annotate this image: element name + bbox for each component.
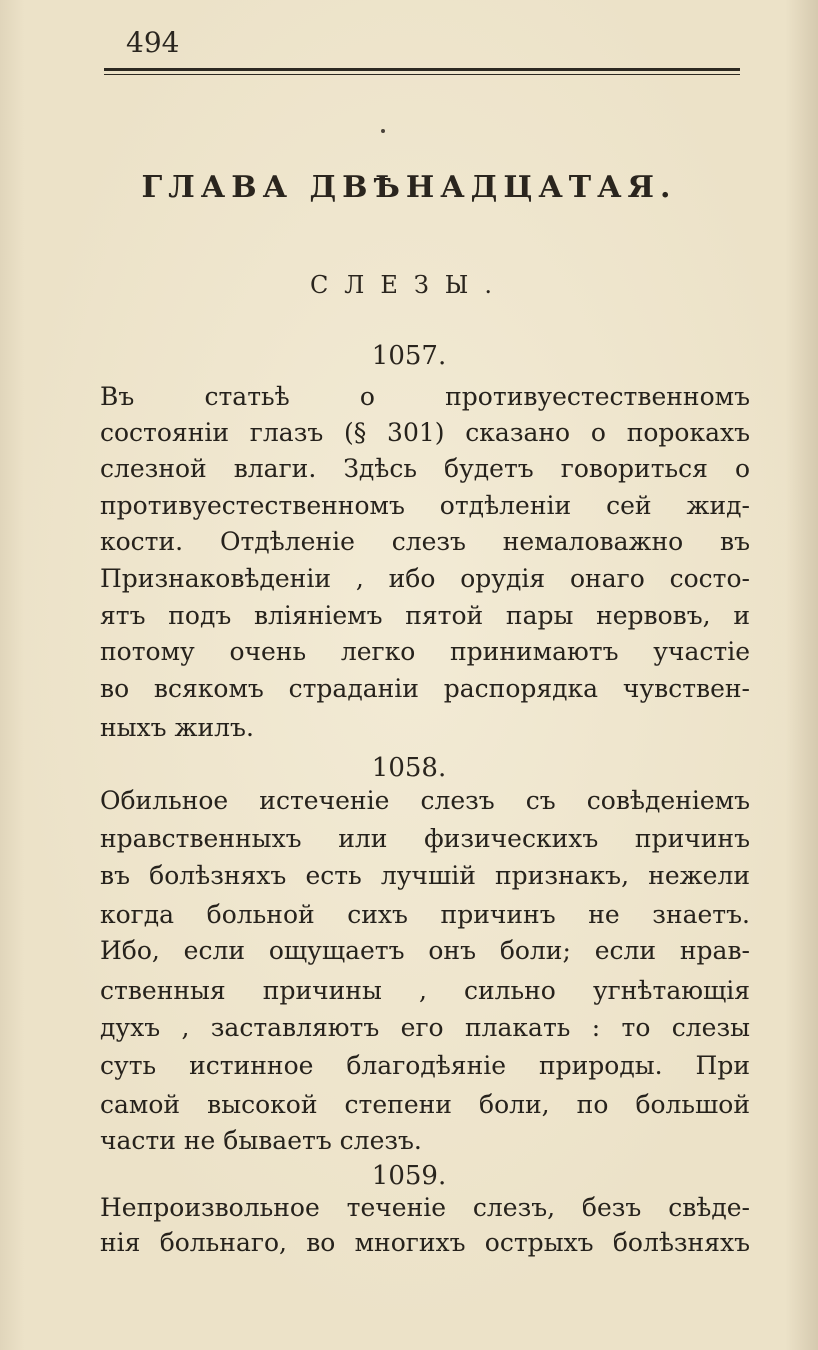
text-line: части не бываетъ слезъ.: [100, 1126, 422, 1155]
text-line: состояніи глазъ (§ 301) сказано о порокахъ: [100, 418, 750, 447]
text-line: нравственныхъ или физическихъ причинъ: [100, 824, 750, 853]
text-line: Непроизвольное теченіе слезъ, безъ свѣде-: [100, 1193, 750, 1222]
text-line: Признаковѣденіи , ибо орудія онаго состо-: [100, 564, 750, 593]
paragraph-number: 1057.: [371, 341, 447, 371]
text-line: ятъ подъ вліяніемъ пятой пары нервовъ, и: [100, 601, 750, 630]
section-title: СЛЕЗЫ.: [309, 271, 509, 299]
text-line: кости. Отдѣленіе слезъ немаловажно въ: [100, 527, 750, 556]
text-line: въ болѣзняхъ есть лучшій признакъ, нежели: [100, 861, 750, 890]
text-line: потому очень легко принимаютъ участіе: [100, 637, 750, 666]
chapter-title: ГЛАВА ДВѢНАДЦАТАЯ.: [141, 170, 677, 205]
text-line: слезной влаги. Здѣсь будетъ говориться о: [100, 454, 750, 483]
text-line: самой высокой степени боли, по большой: [100, 1090, 750, 1119]
text-line: суть истинное благодѣяніе природы. При: [100, 1051, 750, 1080]
text-line: нія больнаго, во многихъ острыхъ болѣзняхъ: [100, 1228, 750, 1257]
text-line: духъ , заставляютъ его плакать : то слезы: [100, 1013, 750, 1042]
text-line: во всякомъ страданіи распорядка чувствен-: [100, 674, 750, 703]
header-rule-thin: [104, 74, 740, 75]
text-line: Обильное истеченіе слезъ съ совѣденіемъ: [100, 786, 750, 815]
text-line: Въ статьѣ о противуестественномъ: [100, 382, 750, 411]
paragraph-number: 1059.: [371, 1161, 447, 1191]
ink-speck: [381, 129, 385, 133]
text-line: противуестественномъ отдѣленіи сей жид-: [100, 491, 750, 520]
text-line: ственныя причины , сильно угнѣтающія: [100, 976, 750, 1005]
header-rule-thick: [104, 68, 740, 71]
text-line: когда больной сихъ причинъ не знаетъ.: [100, 900, 750, 929]
page-number: 494: [126, 26, 180, 59]
text-line: ныхъ жилъ.: [100, 713, 254, 742]
paragraph-number: 1058.: [371, 753, 447, 783]
text-line: Ибо, если ощущаетъ онъ боли; если нрав-: [100, 936, 750, 965]
